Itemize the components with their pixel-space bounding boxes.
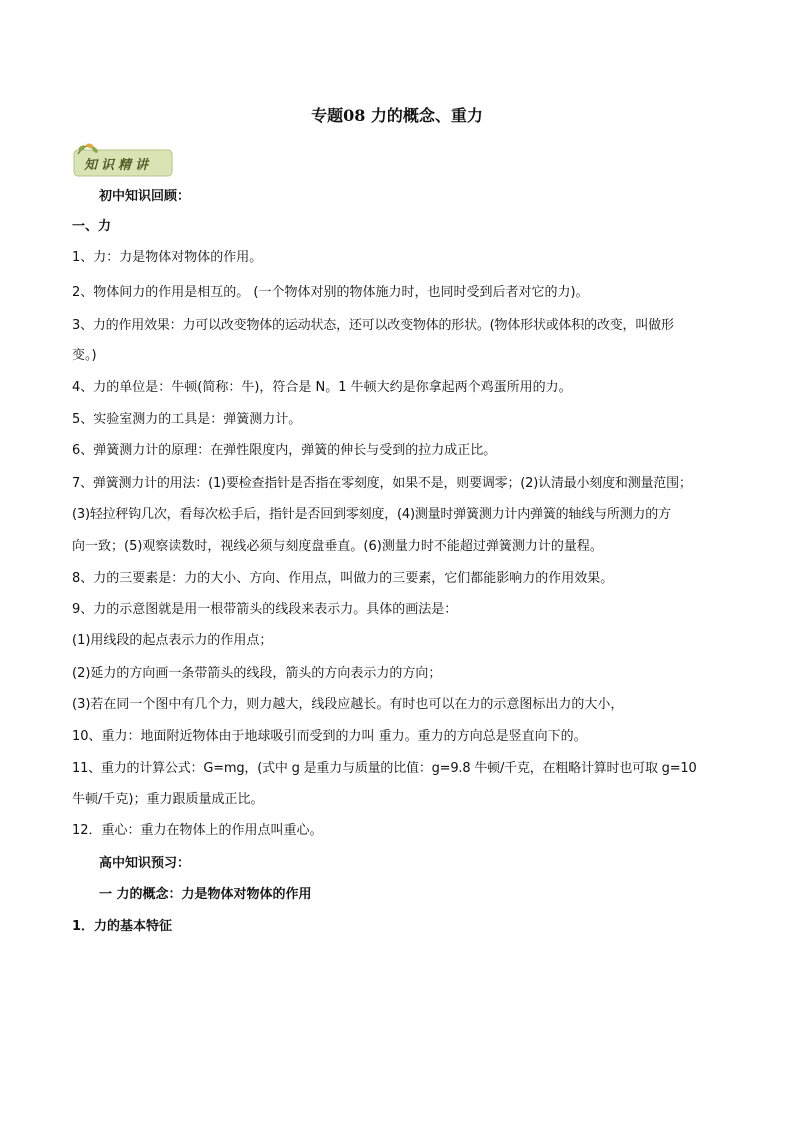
section-badge <box>72 142 174 178</box>
text-line: 3、力的作用效果：力可以改变物体的运动状态，还可以改变物体的形状。(物体形状或体积的改变，叫做形 <box>72 318 674 333</box>
subsection-heading: 1．力的基本特征 <box>72 919 173 934</box>
text-line: 2、物体间力的作用是相互的。 (一个物体对别的物体施力时，也同时受到后者对它的力)。 <box>72 285 589 300</box>
text-line: 11、重力的计算公式：G=mg，(式中 g 是重力与质量的比值：g=9.8 牛顿/千克，在粗略计算时也可取 g=10 <box>72 761 697 776</box>
section-heading-force: 一、力 <box>72 219 112 234</box>
text-line: (3)若在同一个图中有几个力，则力越大，线段应越长。有时也可以在力的示意图标出力的大小， <box>72 697 624 712</box>
text-line: 6、弹簧测力计的原理：在弹性限度内，弹簧的伸长与受到的拉力成正比。 <box>72 443 497 458</box>
section-heading-junior: 初中知识回顾： <box>99 189 191 204</box>
text-line: (3)轻拉秤钩几次，看每次松手后，指针是否回到零刻度，(4)测量时弹簧测力计内弹簧的轴线与所测力的方 <box>72 507 671 522</box>
text-line: 8、力的三要素是：力的大小、方向、作用点，叫做力的三要素，它们都能影响力的作用效果。 <box>72 571 614 586</box>
page-title: 专题08 力的概念、重力 <box>311 106 483 125</box>
text-line: (1)用线段的起点表示力的作用点； <box>72 633 273 648</box>
subsection-heading: 一 力的概念：力是物体对物体的作用 <box>99 887 312 902</box>
text-line: 向一致；(5)观察读数时，视线必须与刻度盘垂直。(6)测量力时不能超过弹簧测力计的量程。 <box>72 539 603 554</box>
text-line: 7、弹簧测力计的用法：(1)要检查指针是否指在零刻度，如果不是，则要调零；(2)认清最小刻度和测量范围； <box>72 476 692 491</box>
text-line: 变。) <box>72 348 97 363</box>
badge-label: 知识精讲 <box>84 158 153 173</box>
text-line: 1、力：力是物体对物体的作用。 <box>72 250 263 265</box>
text-line: 12．重心：重力在物体上的作用点叫重心。 <box>72 823 323 838</box>
text-line: 4、力的单位是：牛顿(简称：牛)，符合是 N。1 牛顿大约是你拿起两个鸡蛋所用的力。 <box>72 380 572 395</box>
section-heading-senior: 高中知识预习： <box>99 856 191 871</box>
text-line: 10、重力：地面附近物体由于地球吸引而受到的力叫 重力。重力的方向总是竖直向下的。 <box>72 729 587 744</box>
text-line: 9、力的示意图就是用一根带箭头的线段来表示力。具体的画法是： <box>72 602 458 617</box>
text-line: 5、实验室测力的工具是：弹簧测力计。 <box>72 412 302 427</box>
text-line: (2)延力的方向画一条带箭头的线段，箭头的方向表示力的方向； <box>72 666 442 681</box>
text-line: 牛顿/千克)；重力跟质量成正比。 <box>72 792 264 807</box>
